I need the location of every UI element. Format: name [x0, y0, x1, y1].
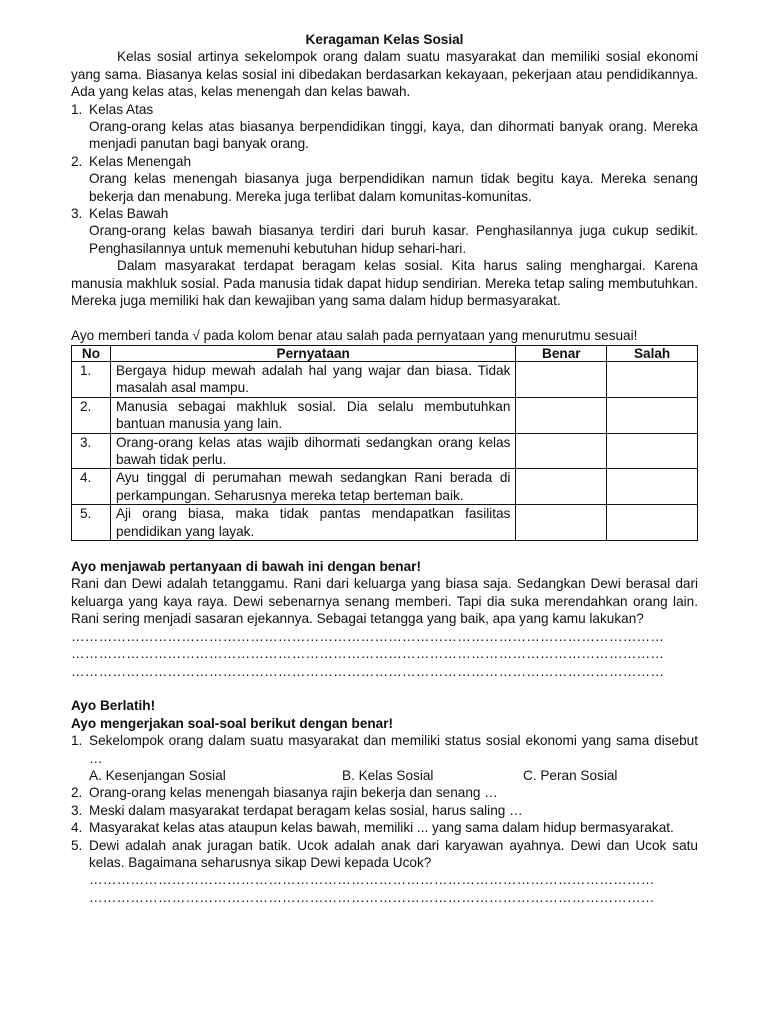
table-row: [72, 397, 698, 433]
question-number: 2.: [71, 785, 83, 801]
class-item-number: 1.: [71, 101, 83, 117]
table-row: [72, 433, 698, 469]
question-text: Dewi adalah anak juragan batik. Ucok adalah anak dari karyawan ayahnya. Dewi dan Ucok satu kelas. Bagaimana seharusnya sikap Dewi kepada Ucok?: [89, 837, 698, 871]
question-3: [71, 802, 698, 819]
class-item-text: Orang kelas menengah biasanya juga berpendidikan namun tidak begitu kaya. Mereka senang bekerja dan menabung. Mereka juga terlibat dalam komunitas-komunitas.: [89, 171, 698, 204]
true-checkbox-cell[interactable]: [516, 433, 607, 469]
answer-line[interactable]: …………………………………………………………………………………………………………………: [71, 646, 665, 662]
answer-line[interactable]: ……………………………………………………………………………………………………………: [89, 872, 655, 888]
question-5: [71, 837, 698, 872]
class-item-atas: [71, 101, 698, 118]
table-row: [72, 505, 698, 541]
option-b[interactable]: B. Kelas Sosial: [342, 768, 434, 783]
option-a[interactable]: A. Kesenjangan Sosial: [89, 768, 226, 783]
page-title: Keragaman Kelas Sosial: [305, 32, 464, 47]
table-header-row: [72, 345, 698, 361]
true-checkbox-cell[interactable]: [516, 361, 607, 397]
row-number: 4.: [72, 469, 111, 505]
true-checkbox-cell[interactable]: [516, 469, 607, 505]
question-number: 1.: [71, 733, 83, 749]
intro-paragraph: Kelas sosial artinya sekelompok orang dalam suatu masyarakat dan memiliki sosial ekonomi yang sama. Biasanya kelas sosial ini dibedakan berdasarkan kekayaan, pekerjaan atau pendidikannya. Ada yang kelas atas, kelas menengah dan kelas bawah.: [71, 49, 698, 100]
question-number: 4.: [71, 820, 83, 836]
true-false-table: [71, 345, 698, 541]
question-1-options: [71, 767, 698, 784]
practice-subheading: Ayo mengerjakan soal-soal berikut dengan benar!: [71, 715, 394, 731]
false-checkbox-cell[interactable]: [607, 505, 698, 541]
question-text: Sekelompok orang dalam suatu masyarakat dan memiliki status sosial ekonomi yang sama disebut …: [89, 733, 698, 766]
question-text: Orang-orang kelas menengah biasanya rajin bekerja dan senang …: [89, 785, 498, 801]
row-statement: Ayu tinggal di perumahan mewah sedangkan Rani berada di perkampungan. Seharusnya mereka tetap berteman baik.: [110, 469, 515, 505]
class-item-number: 3.: [71, 206, 83, 222]
answer-line[interactable]: …………………………………………………………………………………………………………………: [71, 663, 665, 679]
false-checkbox-cell[interactable]: [607, 433, 698, 469]
class-item-number: 2.: [71, 153, 83, 169]
worksheet-content: [71, 31, 698, 907]
row-statement: Manusia sebagai makhluk sosial. Dia selalu membutuhkan bantuan manusia yang lain.: [110, 397, 515, 433]
class-item-text: Orang-orang kelas atas biasanya berpendidikan tinggi, kaya, dan dihormati banyak orang. Mereka menjadi panutan bagi banyak orang.: [89, 119, 698, 152]
row-number: 2.: [72, 397, 111, 433]
class-item-heading: Kelas Menengah: [89, 153, 192, 169]
practice-heading: Ayo Berlatih!: [71, 698, 156, 714]
header-true: Benar: [516, 345, 607, 361]
answer-line[interactable]: ……………………………………………………………………………………………………………: [89, 890, 655, 906]
question-4: [71, 819, 698, 836]
row-number: 1.: [72, 361, 111, 397]
table-row: [72, 469, 698, 505]
header-no: No: [72, 345, 111, 361]
false-checkbox-cell[interactable]: [607, 361, 698, 397]
row-statement: Orang-orang kelas atas wajib dihormati sedangkan orang kelas bawah tidak perlu.: [110, 433, 515, 469]
class-item-heading: Kelas Atas: [89, 101, 154, 117]
closing-paragraph: Dalam masyarakat terdapat beragam kelas sosial. Kita harus saling menghargai. Karena manusia makhluk sosial. Pada manusia tidak dapat hidup sendirian. Mereka tetap saling membutuhkan. Mereka juga memiliki hak dan kewajiban yang sama dalam hidup bermasyarakat.: [71, 258, 698, 309]
table-row: [72, 361, 698, 397]
question-number: 5.: [71, 837, 83, 853]
answer-line[interactable]: …………………………………………………………………………………………………………………: [71, 628, 665, 644]
question-text: Meski dalam masyarakat terdapat beragam kelas sosial, harus saling …: [89, 802, 523, 818]
header-false: Salah: [607, 345, 698, 361]
true-checkbox-cell[interactable]: [516, 397, 607, 433]
false-checkbox-cell[interactable]: [607, 469, 698, 505]
true-checkbox-cell[interactable]: [516, 505, 607, 541]
row-number: 5.: [72, 505, 111, 541]
table-instruction: Ayo memberi tanda √ pada kolom benar atau salah pada pernyataan yang menurutmu sesuai!: [71, 327, 638, 343]
question-number: 3.: [71, 802, 83, 818]
class-item-text: Orang-orang kelas bawah biasanya terdiri dari buruh kasar. Penghasilannya juga cukup sedikit. Penghasilannya untuk memenuhi kebutuhan hidup sehari-hari.: [89, 223, 698, 256]
class-item-heading: Kelas Bawah: [89, 206, 169, 222]
question-2: [71, 784, 698, 801]
false-checkbox-cell[interactable]: [607, 397, 698, 433]
option-c[interactable]: C. Peran Sosial: [523, 768, 618, 783]
header-statement: Pernyataan: [110, 345, 515, 361]
essay-question: Rani dan Dewi adalah tetanggamu. Rani dari keluarga yang biasa saja. Sedangkan Dewi berasal dari keluarga yang kaya raya. Dewi sebenarnya senang memberi. Tapi dia suka merendahkan orang lain. Rani sering menjadi sasaran ejekannya. Sebagai tetangga yang baik, apa yang kamu lakukan?: [71, 576, 698, 627]
question-text: Masyarakat kelas atas ataupun kelas bawah, memiliki ... yang sama dalam hidup bermasyarakat.: [89, 820, 674, 836]
row-number: 3.: [72, 433, 111, 469]
row-statement: Aji orang biasa, maka tidak pantas mendapatkan fasilitas pendidikan yang layak.: [110, 505, 515, 541]
question-1: [71, 732, 698, 767]
row-statement: Bergaya hidup mewah adalah hal yang wajar dan biasa. Tidak masalah asal mampu.: [110, 361, 515, 397]
essay-heading: Ayo menjawab pertanyaan di bawah ini dengan benar!: [71, 558, 421, 574]
class-item-bawah: [71, 205, 698, 222]
class-item-menengah: [71, 153, 698, 170]
